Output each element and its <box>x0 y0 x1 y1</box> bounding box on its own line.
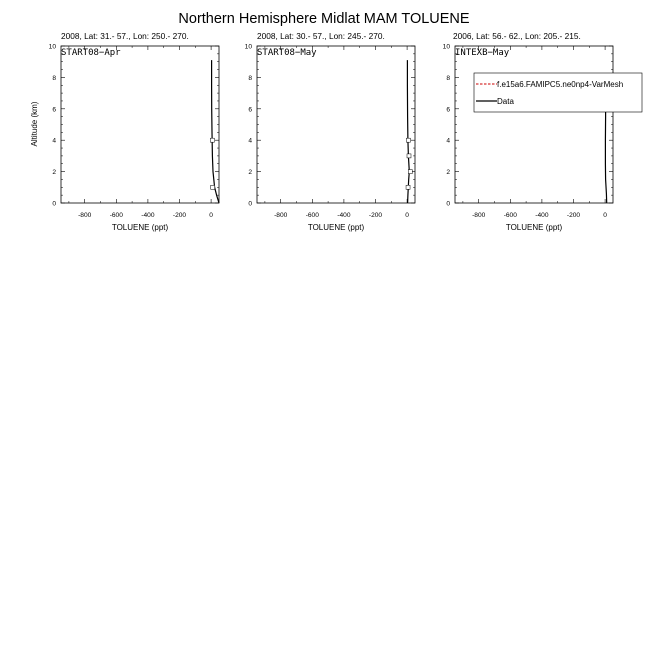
panel-2-ytick-label: 4 <box>248 137 252 145</box>
panel-3-label: INTEXB−May <box>455 48 510 58</box>
panel-2-ytick-label: 8 <box>248 74 252 82</box>
panel-3-xtick-label: 0 <box>603 212 607 219</box>
panel-2-ytick-label: 2 <box>248 169 252 177</box>
panel-3-subtitle: 2006, Lat: 56.- 62., Lon: 205.- 215. <box>453 31 581 41</box>
panel-1-subtitle: 2008, Lat: 31.- 57., Lon: 250.- 270. <box>61 31 189 41</box>
legend <box>474 73 642 112</box>
panel-2-marker <box>406 138 410 142</box>
panel-3-xtick-label: -200 <box>566 212 581 219</box>
panel-1-ytick-label: 4 <box>52 137 56 145</box>
panel-3-ytick-label: 4 <box>446 137 450 145</box>
legend-data-label: Data <box>497 97 514 106</box>
panel-1-ylabel: Altitude (km) <box>30 101 39 147</box>
panel-2-marker <box>406 185 410 189</box>
panel-1-xlabel: TOLUENE (ppt) <box>111 223 169 232</box>
panel-3-ytick-label: 6 <box>446 106 450 114</box>
panel-2-xtick-label: 0 <box>405 212 409 219</box>
panel-3-ytick-label: 8 <box>446 74 450 82</box>
panel-3-ytick-label: 10 <box>442 43 450 51</box>
panel-1-xtick-label: 0 <box>209 212 213 219</box>
panel-1-ytick-label: 10 <box>48 43 56 51</box>
panel-1-xtick-label: -400 <box>141 212 155 219</box>
panel-1-xtick-label: -800 <box>78 212 92 219</box>
panel-2-marker <box>408 170 412 174</box>
panel-1-xtick-label: -200 <box>172 212 187 219</box>
panel-1-ytick-label: 6 <box>52 106 56 114</box>
panel-1-label: START08−Apr <box>61 48 121 58</box>
panel-3-xtick-label: -400 <box>535 212 549 219</box>
panel-2-label: START08−May <box>257 48 317 58</box>
panel-1-marker <box>211 185 215 189</box>
panel-3-ytick-label: 2 <box>446 169 450 177</box>
panel-2-marker <box>407 154 411 158</box>
figure-title: Northern Hemisphere Midlat MAM TOLUENE <box>178 11 470 27</box>
panel-1-xtick-label: -600 <box>109 212 123 219</box>
panel-2-xtick-label: -800 <box>274 212 288 219</box>
panel-2-xtick-label: -400 <box>337 212 351 219</box>
legend-box <box>474 73 642 112</box>
panel-1-marker <box>210 138 214 142</box>
panel-2-ytick-label: 6 <box>248 106 252 114</box>
panel-3-ytick-label: 0 <box>446 200 450 208</box>
panel-3-xtick-label: -800 <box>472 212 486 219</box>
panel-3-xlabel: TOLUENE (ppt) <box>505 223 563 232</box>
panel-1-ytick-label: 2 <box>52 169 56 177</box>
panel-2-subtitle: 2008, Lat: 30.- 57., Lon: 245.- 270. <box>257 31 385 41</box>
panel-3-xtick-label: -600 <box>503 212 517 219</box>
panel-2-ytick-label: 10 <box>244 43 252 51</box>
legend-model-label: f.e15a6.FAMIPC5.ne0np4-VarMesh <box>497 80 624 89</box>
panel-1-ytick-label: 0 <box>52 200 56 208</box>
panel-1-ytick-label: 8 <box>52 74 56 82</box>
panel-2-xtick-label: -600 <box>305 212 319 219</box>
panel-2-xtick-label: -200 <box>368 212 383 219</box>
panel-2-xlabel: TOLUENE (ppt) <box>307 223 365 232</box>
panel-2-ytick-label: 0 <box>248 200 252 208</box>
